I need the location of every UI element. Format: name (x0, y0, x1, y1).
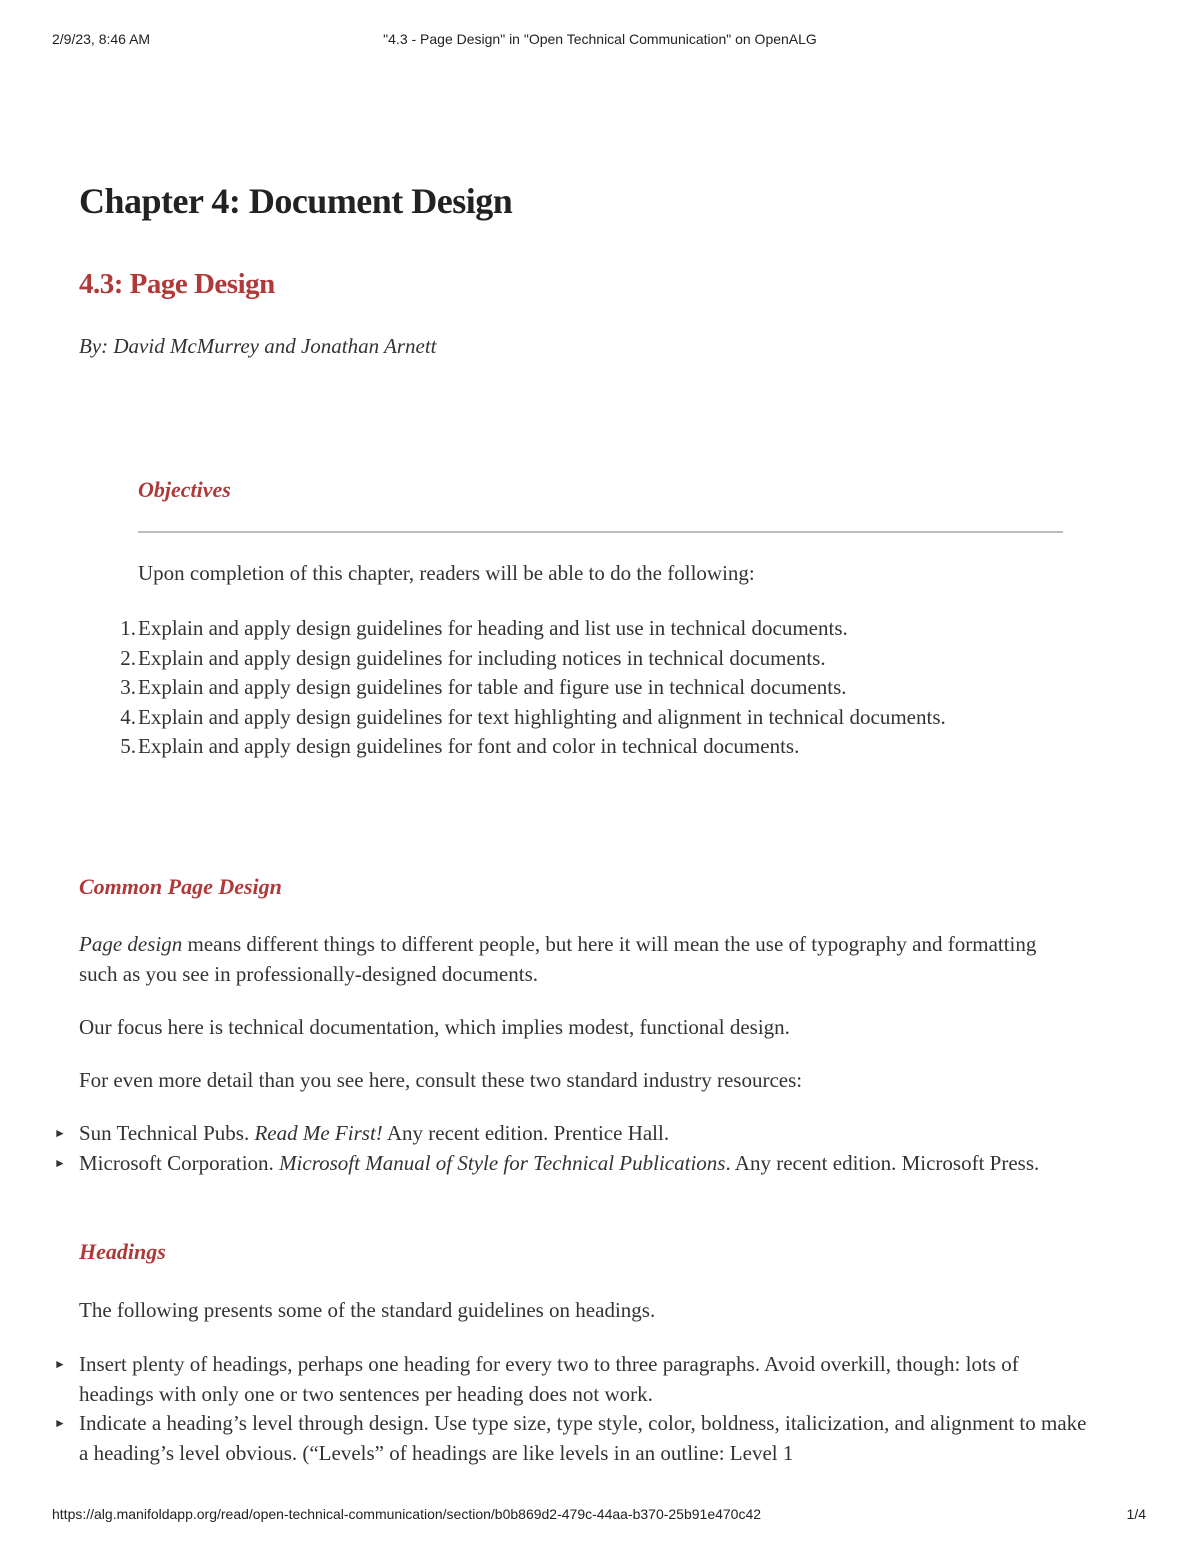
headings-guideline-item (54, 1350, 1089, 1409)
section-title: 4.3: Page Design (79, 268, 275, 300)
bullet-icon: ► (54, 1155, 66, 1170)
objective-text: Explain and apply design guidelines for table and figure use in technical documents. (138, 675, 847, 699)
headings-guidelines-list (54, 1350, 1089, 1468)
page-design-term: Page design (79, 932, 183, 956)
resource-item (54, 1149, 1089, 1179)
objective-text: Explain and apply design guidelines for including notices in technical documents. (138, 645, 826, 670)
page-design-definition (79, 930, 1079, 989)
headings-intro: The following presents some of the standard guidelines on headings. (79, 1298, 656, 1322)
headings-guideline-item (54, 1409, 1089, 1468)
page-design-definition-text: means different things to different people, but here it will mean the use of typography and formatting such as you see in professionally-designed documents. (79, 932, 1037, 986)
objective-number: 3. (120, 675, 136, 699)
guideline-text: Insert plenty of headings, perhaps one heading for every two to three paragraphs. Avoid overkill, though: lots of headings with only one or two sentences per heading does not work. (79, 1352, 1019, 1406)
guideline-text: Indicate a heading’s level through design. Use type size, type style, color, boldness, italicization, and alignment to make a heading’s level obvious. (“Levels” of headings are like levels in an outline: Level 1 (79, 1411, 1087, 1465)
objectives-intro: Upon completion of this chapter, readers will be able to do the following: (138, 561, 755, 585)
bullet-icon: ► (54, 1126, 66, 1140)
resources-list (54, 1119, 1089, 1178)
print-page-title: "4.3 - Page Design" in "Open Technical Communication" on OpenALG (383, 31, 817, 47)
resources-intro: For even more detail than you see here, consult these two standard industry resources: (79, 1068, 803, 1092)
objective-text: Explain and apply design guidelines for font and color in technical documents. (138, 734, 800, 758)
objective-number: 4. (120, 704, 136, 729)
resource-title: Read Me First! (254, 1121, 383, 1145)
resource-details: . Any recent edition. Microsoft Press. (725, 1150, 1040, 1175)
resource-title: Microsoft Manual of Style for Technical Publications (279, 1150, 726, 1175)
resource-author: Sun Technical Pubs. (79, 1121, 255, 1145)
resource-item (54, 1119, 1089, 1149)
objectives-heading: Objectives (138, 477, 231, 502)
objective-item (120, 732, 1098, 762)
objective-number: 1. (120, 616, 136, 640)
byline: By: David McMurrey and Jonathan Arnett (79, 334, 437, 358)
objective-item (120, 644, 1098, 674)
resource-author: Microsoft Corporation. (79, 1150, 280, 1175)
common-page-design-heading: Common Page Design (79, 874, 282, 899)
objective-number: 5. (120, 734, 136, 758)
objective-number: 2. (120, 645, 136, 670)
headings-section-heading: Headings (79, 1239, 166, 1264)
objective-item (120, 614, 1098, 644)
print-datetime: 2/9/23, 8:46 AM (52, 31, 151, 47)
print-page-number: 1/4 (1126, 1506, 1146, 1522)
objectives-divider (138, 531, 1063, 533)
objective-item (120, 673, 1098, 703)
chapter-title: Chapter 4: Document Design (79, 181, 513, 221)
focus-paragraph: Our focus here is technical documentation, which implies modest, functional design. (79, 1015, 790, 1039)
objective-text: Explain and apply design guidelines for heading and list use in technical documents. (138, 616, 848, 640)
bullet-icon: ► (54, 1357, 66, 1371)
objective-item (120, 703, 1098, 733)
resource-details: Any recent edition. Prentice Hall. (382, 1121, 670, 1145)
objectives-list (120, 614, 1098, 762)
objective-text: Explain and apply design guidelines for text highlighting and alignment in technical documents. (138, 704, 946, 729)
print-url: https://alg.manifoldapp.org/read/open-technical-communication/section/b0b869d2-479c-44aa-b370-25b91e470c42 (52, 1506, 762, 1522)
bullet-icon: ► (54, 1416, 66, 1430)
